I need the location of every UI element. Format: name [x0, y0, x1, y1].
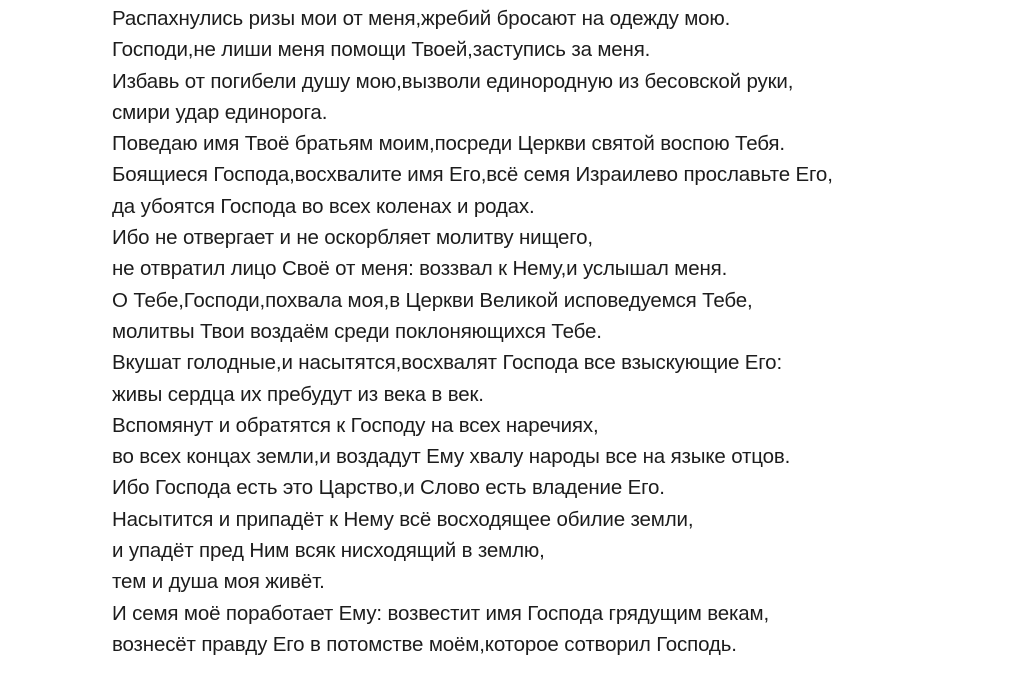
- text-line: вознесёт правду Его в потомстве моём,которое сотворил Господь.: [112, 632, 737, 656]
- text-line: Ибо не отвергает и не оскорбляет молитву нищего,: [112, 226, 593, 250]
- text-line: Ибо Господа есть это Царство,и Слово есть владение Его.: [112, 476, 665, 500]
- text-line: О Тебе,Господи,похвала моя,в Церкви Великой исповедуемся Тебе,: [112, 288, 753, 312]
- text-line: смири удар единорога.: [112, 100, 328, 124]
- text-line: Вкушат голодные,и насытятся,восхвалят Господа все взыскующие Его:: [112, 351, 782, 375]
- text-line: Боящиеся Господа,восхвалите имя Его,всё семя Израилево прославьте Его,: [112, 163, 833, 187]
- text-line: во всех концах земли,и воздадут Ему хвалу народы все на языке отцов.: [112, 445, 791, 469]
- text-line: И семя моё поработает Ему: возвестит имя Господа грядущим векам,: [112, 601, 770, 625]
- text-line: и упадёт пред Ним всяк нисходящий в землю,: [112, 539, 545, 563]
- text-line: Поведаю имя Твоё братьям моим,посреди Церкви святой воспою Тебя.: [112, 132, 785, 156]
- text-line: да убоятся Господа во всех коленах и родах.: [112, 194, 535, 218]
- text-line: молитвы Твои воздаём среди поклоняющихся Тебе.: [112, 319, 602, 343]
- text-line: Вспомянут и обратятся к Господу на всех наречиях,: [112, 413, 599, 437]
- text-block: [112, 3, 992, 660]
- text-line: Распахнулись ризы мои от меня,жребий бросают на одежду мою.: [112, 7, 731, 30]
- text-line: Господи,не лиши меня помощи Твоей,заступись за меня.: [112, 38, 651, 62]
- text-line: живы сердца их пребудут из века в век.: [112, 382, 484, 406]
- text-line: Насытится и припадёт к Нему всё восходящее обилие земли,: [112, 507, 694, 531]
- text-line: не отвратил лицо Своё от меня: воззвал к Нему,и услышал меня.: [112, 257, 728, 281]
- text-line: тем и душа моя живёт.: [112, 570, 325, 594]
- text-line: Избавь от погибели душу мою,вызволи единородную из бесовской руки,: [112, 69, 794, 93]
